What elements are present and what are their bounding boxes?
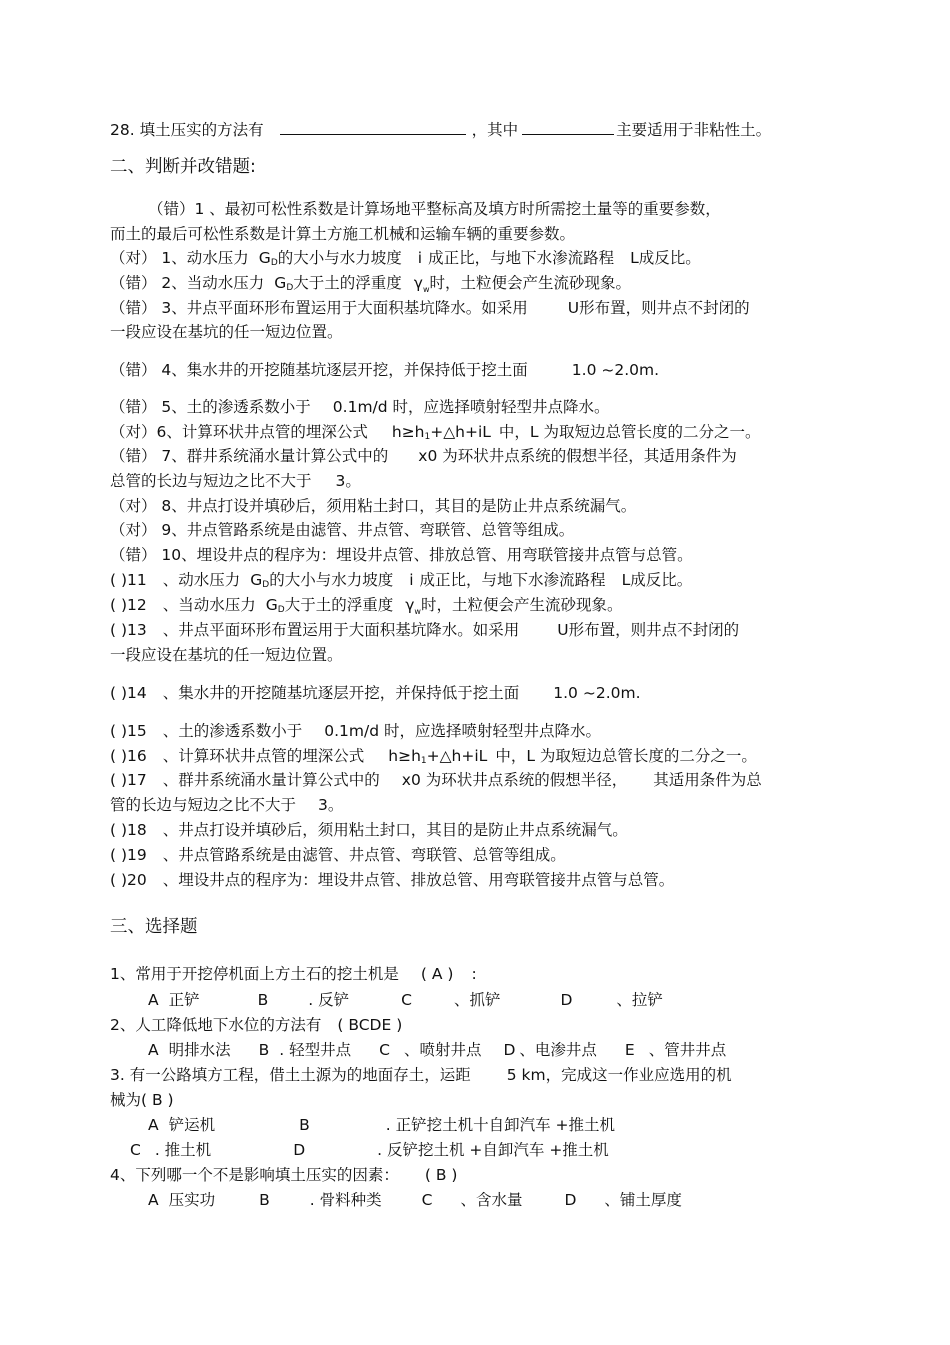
question-text: 3. 有一公路填方工程，借土土源为的地面存土，运距	[110, 1066, 471, 1084]
q28-text-a: 28. 填土压实的方法有	[110, 121, 264, 139]
text: 1.0 ~2.0m.	[571, 361, 660, 379]
text: 、井点平面环形布置运用于大面积基坑降水。如采用	[162, 621, 520, 639]
symbol-gamma: γ	[405, 596, 415, 614]
formula: h≥h	[388, 747, 421, 765]
option-text: 明排水法	[168, 1041, 231, 1059]
option-letter: A	[148, 1191, 159, 1209]
text: 、计算环状井点管的埋深公式	[162, 747, 365, 765]
item-number: ( )19	[110, 846, 147, 864]
judge-item-5	[110, 360, 659, 380]
q28-text-c: 主要适用于非粘性土。	[616, 121, 772, 139]
choice-q3-options-2	[130, 1140, 609, 1160]
judge-item-3	[110, 273, 631, 300]
option-letter: C	[130, 1141, 141, 1159]
text: 成正比，与地下水渗流路程	[428, 249, 615, 267]
judge-item-7	[110, 422, 761, 447]
text: 成反比。	[638, 249, 701, 267]
item-number: ( )13	[110, 621, 147, 639]
judge-item-8	[110, 446, 737, 466]
text: 成正比，与地下水渗流路程	[419, 571, 606, 589]
text: 、动水压力	[162, 571, 241, 589]
text: 时，土粒便会产生流砂现象。	[429, 274, 632, 292]
text: 中，L 为取短边总管长度的二分之一。	[498, 423, 761, 441]
symbol-d: D	[270, 258, 278, 268]
text: （错） 7、群井系统涌水量计算公式中的	[110, 447, 389, 465]
judge-item-8b	[110, 471, 361, 491]
option-letter: B	[259, 1191, 270, 1209]
symbol-g: G	[265, 596, 278, 614]
text: 中，L 为取短边总管长度的二分之一。	[495, 747, 757, 765]
question-text: 械为	[110, 1091, 142, 1109]
item-number: ( )18	[110, 821, 147, 839]
judge-item-1b: 而土的最后可松性系数是计算土方施工机械和运输车辆的重要参数。	[110, 225, 576, 243]
judge-item-18b	[110, 795, 343, 815]
text: 0.1m/d 时，应选择喷射轻型井点降水。	[332, 398, 610, 416]
answer: ( B )	[424, 1166, 458, 1184]
option-text: . 骨料种类	[309, 1191, 382, 1209]
judge-item-15	[110, 683, 641, 703]
choice-q1	[110, 964, 477, 984]
choice-q4-options	[148, 1190, 682, 1210]
section-3-title: 三、选择题	[110, 917, 198, 937]
judge-item-10: （对） 9、井点管路系统是由滤管、井点管、弯联管、总管等组成。	[110, 521, 575, 539]
text: （错） 5、土的渗透系数小于	[110, 398, 311, 416]
item-number: ( )17	[110, 771, 147, 789]
text: 大于土的浮重度	[293, 274, 402, 292]
question-text: 2、人工降低地下水位的方法有	[110, 1016, 322, 1034]
option-letter: C	[401, 991, 412, 1009]
judge-item-14	[110, 620, 739, 640]
option-letter: A	[148, 991, 159, 1009]
text: 、群井系统涌水量计算公式中的	[162, 771, 380, 789]
text: （对） 1、动水压力	[110, 249, 249, 267]
formula-sub: 1	[420, 756, 427, 766]
judge-item-9: （对） 8、井点打设并填砂后，须用粘土封口，其目的是防止井点系统漏气。	[110, 497, 637, 515]
judge-item-11: （错） 10、埋设井点的程序为：埋设井点管、排放总管、用弯联管接井点管与总管。	[110, 546, 693, 564]
text: 总管的长边与短边之比不大于	[110, 472, 312, 490]
text: （错） 3、井点平面环形布置运用于大面积基坑降水。如采用	[110, 299, 528, 317]
choice-q2-options	[148, 1040, 726, 1060]
choice-q1-options	[148, 990, 663, 1010]
q28-blank-2[interactable]	[522, 120, 614, 135]
option-letter: C	[379, 1041, 390, 1059]
text: 其适用条件为总	[653, 771, 762, 789]
symbol-d: D	[277, 605, 285, 615]
symbol-d: D	[286, 283, 294, 293]
judge-item-12	[110, 570, 692, 595]
text: 3。	[335, 472, 361, 490]
option-letter: D	[503, 1041, 516, 1059]
option-letter: B	[299, 1116, 310, 1134]
judge-item-14b: 一段应设在基坑的任一短边位置。	[110, 646, 343, 664]
text: 管的长边与短边之比不大于	[110, 796, 297, 814]
text: 形布置，则井点不封闭的	[579, 299, 750, 317]
option-text: 、抓铲	[453, 991, 501, 1009]
item-number: ( )12	[110, 596, 147, 614]
text: （错） 2、当动水压力	[110, 274, 265, 292]
item-number: ( )16	[110, 747, 147, 765]
judge-item-13	[110, 595, 622, 622]
option-text: . 轻型井点	[279, 1041, 352, 1059]
choice-q3-b	[110, 1090, 174, 1110]
symbol-l: L	[630, 249, 639, 267]
symbol-w: w	[414, 607, 421, 616]
option-text: . 反铲挖土机 +自卸汽车 +推土机	[377, 1141, 609, 1159]
option-text: 、电渗井点	[519, 1041, 597, 1059]
option-letter: E	[624, 1041, 635, 1059]
text: x0 为环状井点系统的假想半径，	[401, 771, 628, 789]
option-letter: C	[421, 1191, 433, 1209]
symbol-i: i	[417, 249, 423, 267]
text: 成反比。	[630, 571, 693, 589]
text: 1.0 ~2.0m.	[553, 684, 641, 702]
formula: +△h+iL	[426, 747, 488, 765]
judge-item-4	[110, 298, 750, 318]
option-text: 、喷射井点	[403, 1041, 482, 1059]
judge-item-18	[110, 770, 762, 790]
option-letter: B	[258, 1041, 270, 1059]
text: 时，土粒便会产生流砂现象。	[420, 596, 623, 614]
text: 的大小与水力坡度	[277, 249, 402, 267]
text: 的大小与水力坡度	[269, 571, 394, 589]
text: 3。	[318, 796, 344, 814]
symbol-l: L	[621, 571, 631, 589]
choice-q4	[110, 1165, 457, 1185]
text: x0 为环状井点系统的假想半径，其适用条件为	[418, 447, 737, 465]
question-28	[110, 120, 771, 140]
formula: h≥h	[391, 423, 425, 441]
symbol-i: i	[409, 571, 414, 589]
text: 大于土的浮重度	[284, 596, 394, 614]
formula-sub: 1	[424, 432, 431, 442]
question-text: 5 km，完成这一作业应选用的机	[506, 1066, 732, 1084]
answer: ( A )	[420, 965, 454, 983]
item-number: ( )15	[110, 722, 147, 740]
symbol-g: G	[250, 571, 263, 589]
symbol-g: G	[258, 249, 271, 267]
option-letter: B	[257, 991, 269, 1009]
text: 、埋设井点的程序为：埋设井点管、排放总管、用弯联管接井点管与总管。	[162, 871, 675, 889]
text: 、井点打设并填砂后，须用粘土封口，其目的是防止井点系统漏气。	[162, 821, 628, 839]
q28-text-b: ，其中	[471, 121, 519, 139]
answer: ( B )	[141, 1091, 174, 1109]
option-text: 、含水量	[460, 1191, 523, 1209]
text: （错） 4、集水井的开挖随基坑逐层开挖，并保持低于挖土面	[110, 361, 528, 379]
option-text: 压实功	[168, 1191, 216, 1209]
choice-q3-options-1	[148, 1115, 615, 1135]
option-letter: A	[148, 1116, 159, 1134]
item-number: ( )20	[110, 871, 147, 889]
option-text: 、管井井点	[648, 1041, 727, 1059]
formula: +△h+iL	[430, 423, 491, 441]
option-text: 、拉铲	[616, 991, 663, 1009]
section-2-title: 二、判断并改错题:	[110, 157, 256, 177]
text: 形布置，则井点不封闭的	[568, 621, 740, 639]
option-text: . 反铲	[308, 991, 350, 1009]
choice-q3	[110, 1065, 732, 1085]
judge-item-19	[110, 820, 628, 840]
option-text: . 正铲挖土机十自卸汽车 +推土机	[385, 1116, 616, 1134]
option-letter: D	[560, 991, 573, 1009]
question-text: 1、常用于开挖停机面上方土石的挖土机是	[110, 965, 399, 983]
option-letter: D	[564, 1191, 577, 1209]
option-letter: D	[293, 1141, 306, 1159]
question-text: 4、下列哪一个不是影响填土压实的因素：	[110, 1166, 399, 1184]
symbol-d: D	[262, 580, 270, 590]
option-text: 正铲	[168, 991, 200, 1009]
q28-blank-1[interactable]	[280, 120, 466, 135]
judge-item-1a: （错）1 、最初可松性系数是计算场地平整标高及填方时所需挖土量等的重要参数，	[148, 200, 721, 218]
text: （对）6、计算环状井点管的埋深公式	[110, 423, 368, 441]
symbol-gamma: γ	[413, 274, 423, 292]
choice-q2	[110, 1015, 402, 1035]
judge-item-16	[110, 721, 601, 741]
option-text: 、铺土厚度	[604, 1191, 682, 1209]
judge-item-4b: 一段应设在基坑的任一短边位置。	[110, 323, 343, 341]
item-number: ( )11	[110, 571, 147, 589]
symbol-u: U	[567, 299, 580, 317]
symbol-u: U	[557, 621, 569, 639]
text: 、当动水压力	[162, 596, 256, 614]
symbol-w: w	[422, 285, 430, 294]
judge-item-21	[110, 870, 674, 890]
text: 、土的渗透系数小于	[162, 722, 303, 740]
punct: :	[471, 965, 477, 983]
judge-item-17	[110, 746, 757, 771]
judge-item-6	[110, 397, 610, 417]
option-text: . 推土机	[154, 1141, 212, 1159]
text: 、井点管路系统是由滤管、井点管、弯联管、总管等组成。	[162, 846, 566, 864]
text: 、集水井的开挖随基坑逐层开挖，并保持低于挖土面	[162, 684, 520, 702]
item-number: ( )14	[110, 684, 147, 702]
judge-item-2	[110, 248, 701, 273]
answer: ( BCDE )	[337, 1016, 403, 1034]
symbol-g: G	[274, 274, 287, 292]
option-text: 铲运机	[168, 1116, 216, 1134]
judge-item-20	[110, 845, 566, 865]
option-letter: A	[148, 1041, 159, 1059]
text: 0.1m/d 时，应选择喷射轻型井点降水。	[324, 722, 602, 740]
